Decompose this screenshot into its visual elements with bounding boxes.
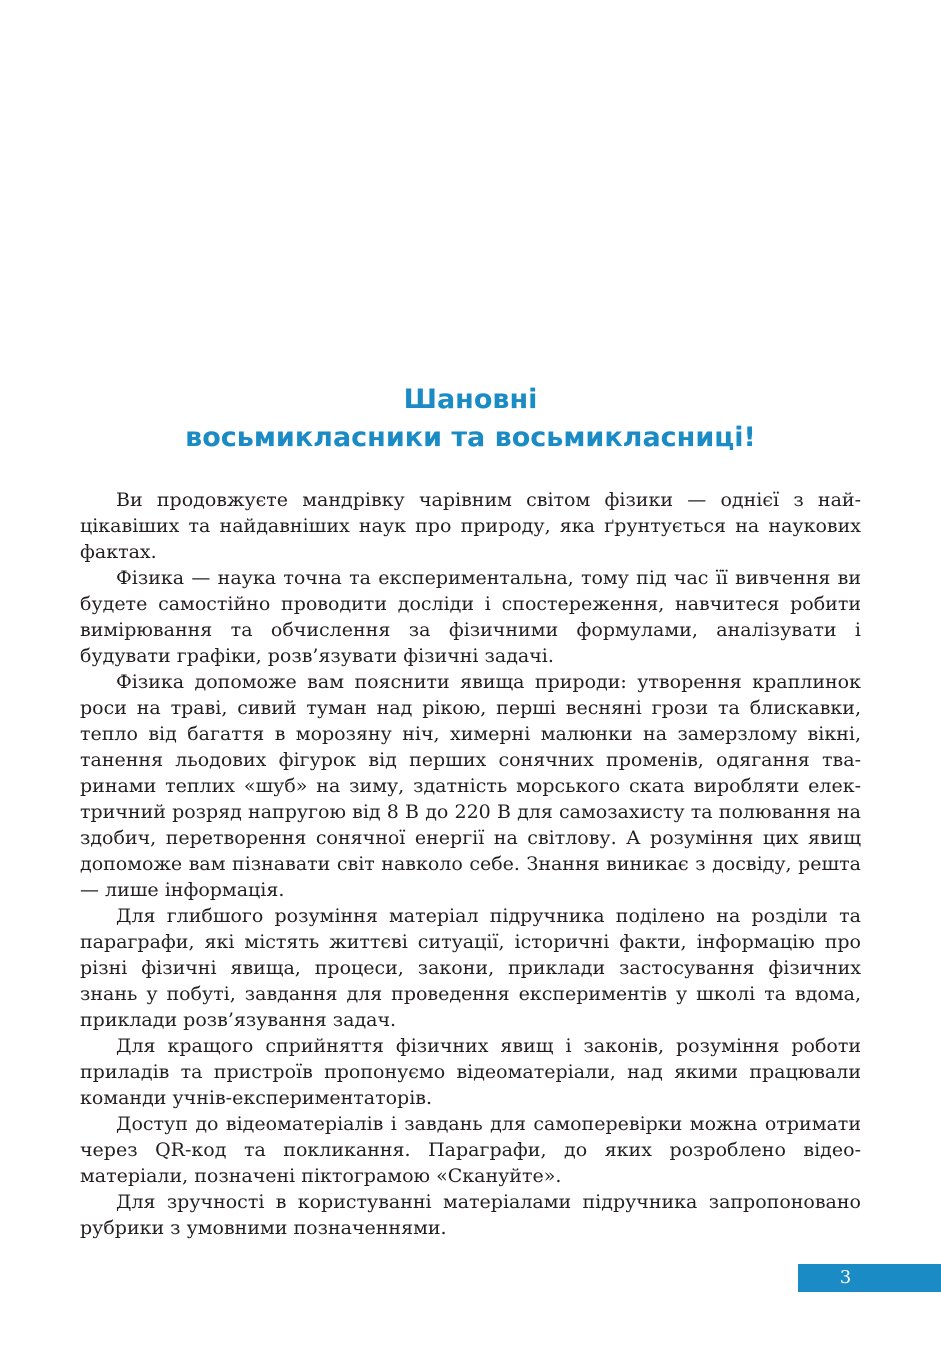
paragraph-phenomena: Фізика допоможе вам пояснити явища природи: утворення краплинок роси на траві, сивий туман над рікою, перші весняні грози та блискавки, тепло від багаття в морозяну ніч, химерні малюнки на замерзлому вікні, танення льодових фігурок від перших сонячних променів, одягання тваринами теплих «шуб» на зиму, здатність морського ската виробляти електричний розряд напругою від 8 В до 220 В для самозахисту та полювання на здобич, перетворення сонячної енергії на світлову. А розуміння цих явищ допоможе вам пізнавати світ навколо себе. Знання виникає з досвіду, решта — лише інформація. <box>80 671 861 901</box>
paragraph-video: Для кращого сприйняття фізичних явищ і законів, розуміння роботи приладів та пристроїв пропонуємо відеоматеріали, над якими працювали команди учнів-експериментаторів. <box>80 1035 861 1109</box>
heading-line-2: восьмикласники та восьмикласниці! <box>185 422 756 453</box>
body-text <box>80 487 861 1241</box>
page-number: 3 <box>839 1267 852 1288</box>
page-heading <box>80 381 861 457</box>
paragraph-structure: Для глибшого розуміння матеріал підручника поділено на розділи та параграфи, які містять життєві ситуації, історичні факти, інформацію про різні фізичні явища, процеси, закони, приклади застосування фізичних знань у побуті, завдання для проведення експериментів у школі та вдома, приклади розв’язування задач. <box>80 905 861 1031</box>
page-number-tab <box>798 1264 941 1292</box>
paragraph-rubrics: Для зручності в користуванні матеріалами підручника запропоновано рубрики з умовними позначеннями. <box>80 1191 861 1239</box>
paragraph-qr-access: Доступ до відеоматеріалів і завдань для самоперевірки можна отримати через QR-код та покликання. Параграфи, до яких розроблено відеоматеріали, позначені піктограмою «Скануйте». <box>80 1113 861 1187</box>
paragraph-intro: Ви продовжуєте мандрівку чарівним світом фізики — однієї з найцікавіших та найдавніших наук про природу, яка ґрунтується на наукових фактах. <box>80 489 861 563</box>
heading-line-1: Шановні <box>403 384 538 415</box>
paragraph-experimental: Фізика — наука точна та експериментальна, тому під час її вивчення ви будете самостійно проводити досліди і спостереження, навчитеся робити вимірювання та обчислення за фізичними формулами, аналізувати і будувати графіки, розв’язувати фізичні задачі. <box>80 567 861 667</box>
